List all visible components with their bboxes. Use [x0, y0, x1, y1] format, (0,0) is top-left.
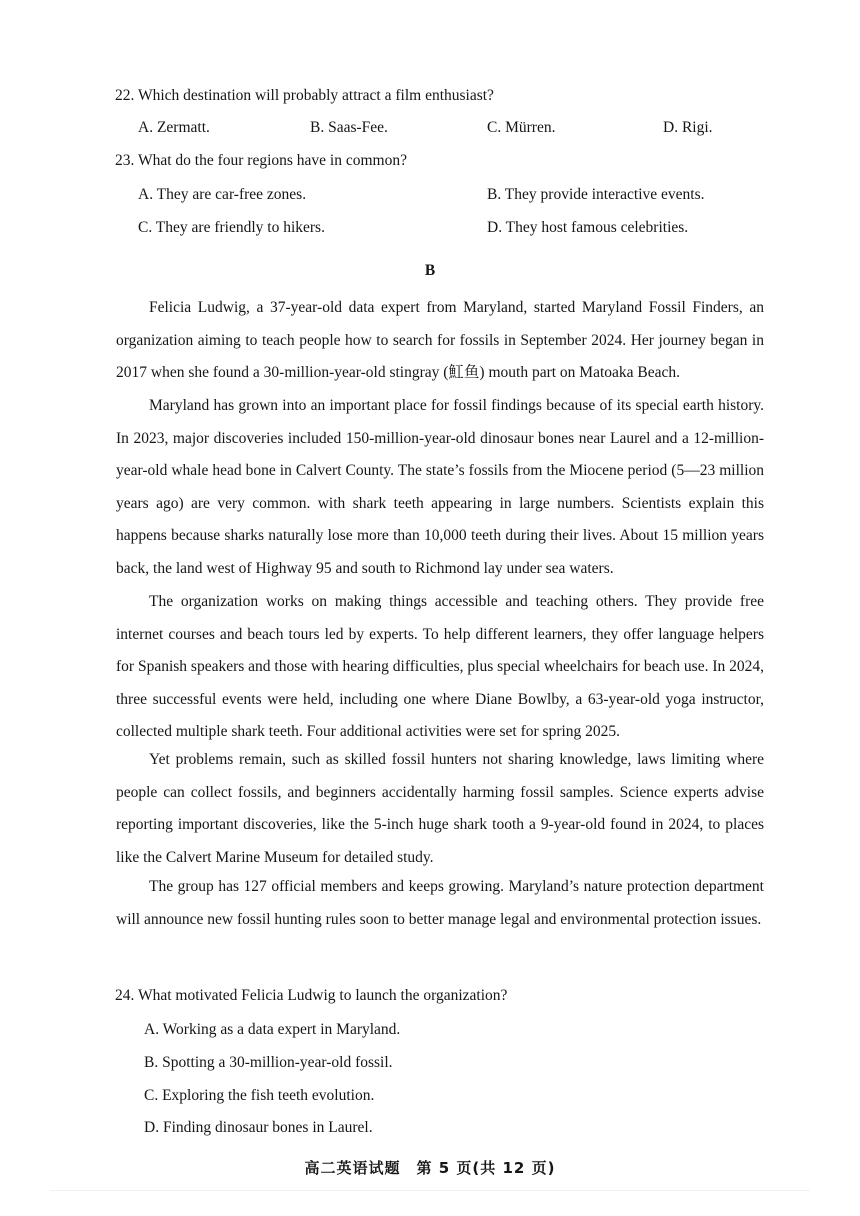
question-23-option-a: A. They are car-free zones.	[138, 186, 307, 203]
question-23-option-b: B. They provide interactive events.	[487, 186, 705, 203]
question-24-option-d: D. Finding dinosaur bones in Laurel.	[144, 1119, 373, 1136]
question-24-stem: 24. What motivated Felicia Ludwig to launch the organization?	[115, 987, 508, 1004]
question-24-option-b: B. Spotting a 30-million-year-old fossil.	[144, 1054, 393, 1071]
question-22-option-b: B. Saas-Fee.	[310, 119, 388, 136]
question-24-option-a: A. Working as a data expert in Maryland.	[144, 1021, 401, 1038]
passage-paragraph-2: Maryland has grown into an important place for fossil findings because of its special earth history. In 2023, major discoveries included 150-million-year-old dinosaur bones near Laurel and a 12-million-year-old whale head bone in Calvert County. The state’s fossils from the Miocene period (5—23 million years ago) are very common. with shark teeth appearing in large numbers. Scientists explain this happens because sharks naturally lose more than 10,000 teeth during their lives. About 15 million years back, the land west of Highway 95 and south to Richmond lay under sea waters.	[116, 397, 764, 577]
passage-paragraph-4: Yet problems remain, such as skilled fossil hunters not sharing knowledge, laws limiting where people can collect fossils, and beginners accidentally harming fossil samples. Science experts advise reporting important discoveries, like the 5-inch huge shark tooth a 9-year-old found in 2024, to places like the Calvert Marine Museum for detailed study.	[116, 751, 764, 866]
bottom-divider	[50, 1190, 810, 1191]
question-22-option-d: D. Rigi.	[663, 119, 713, 136]
question-22-option-c: C. Mürren.	[487, 119, 556, 136]
passage-paragraph-5: The group has 127 official members and keeps growing. Maryland’s nature protection department will announce new fossil hunting rules soon to better manage legal and environmental protection issues.	[116, 878, 764, 928]
question-23-option-d: D. They host famous celebrities.	[487, 219, 689, 236]
question-24-option-c: C. Exploring the fish teeth evolution.	[144, 1087, 375, 1104]
passage-paragraph-3: The organization works on making things accessible and teaching others. They provide free internet courses and beach tours led by experts. To help different learners, they offer language helpers for Spanish speakers and those with hearing difficulties, plus special wheelchairs for beach use. In 2024, three successful events were held, including one where Diane Bowlby, a 63-year-old yoga instructor, collected multiple shark teeth. Four additional activities were set for spring 2025.	[116, 593, 764, 741]
question-23-stem: 23. What do the four regions have in common?	[115, 152, 407, 169]
passage-paragraph-1: Felicia Ludwig, a 37-year-old data expert from Maryland, started Maryland Fossil Finders, an organization aiming to teach people how to search for fossils in September 2024. Her journey began in 2017 when she found a 30-million-year-old stingray (魟鱼) mouth part on Matoaka Beach.	[116, 299, 764, 382]
page-footer: 高二英语试题 第 5 页(共 12 页)	[304, 1159, 556, 1177]
question-23-option-c: C. They are friendly to hikers.	[138, 219, 325, 236]
question-22-option-a: A. Zermatt.	[138, 119, 210, 136]
question-22-stem: 22. Which destination will probably attract a film enthusiast?	[115, 87, 494, 104]
section-heading: B	[424, 262, 436, 279]
